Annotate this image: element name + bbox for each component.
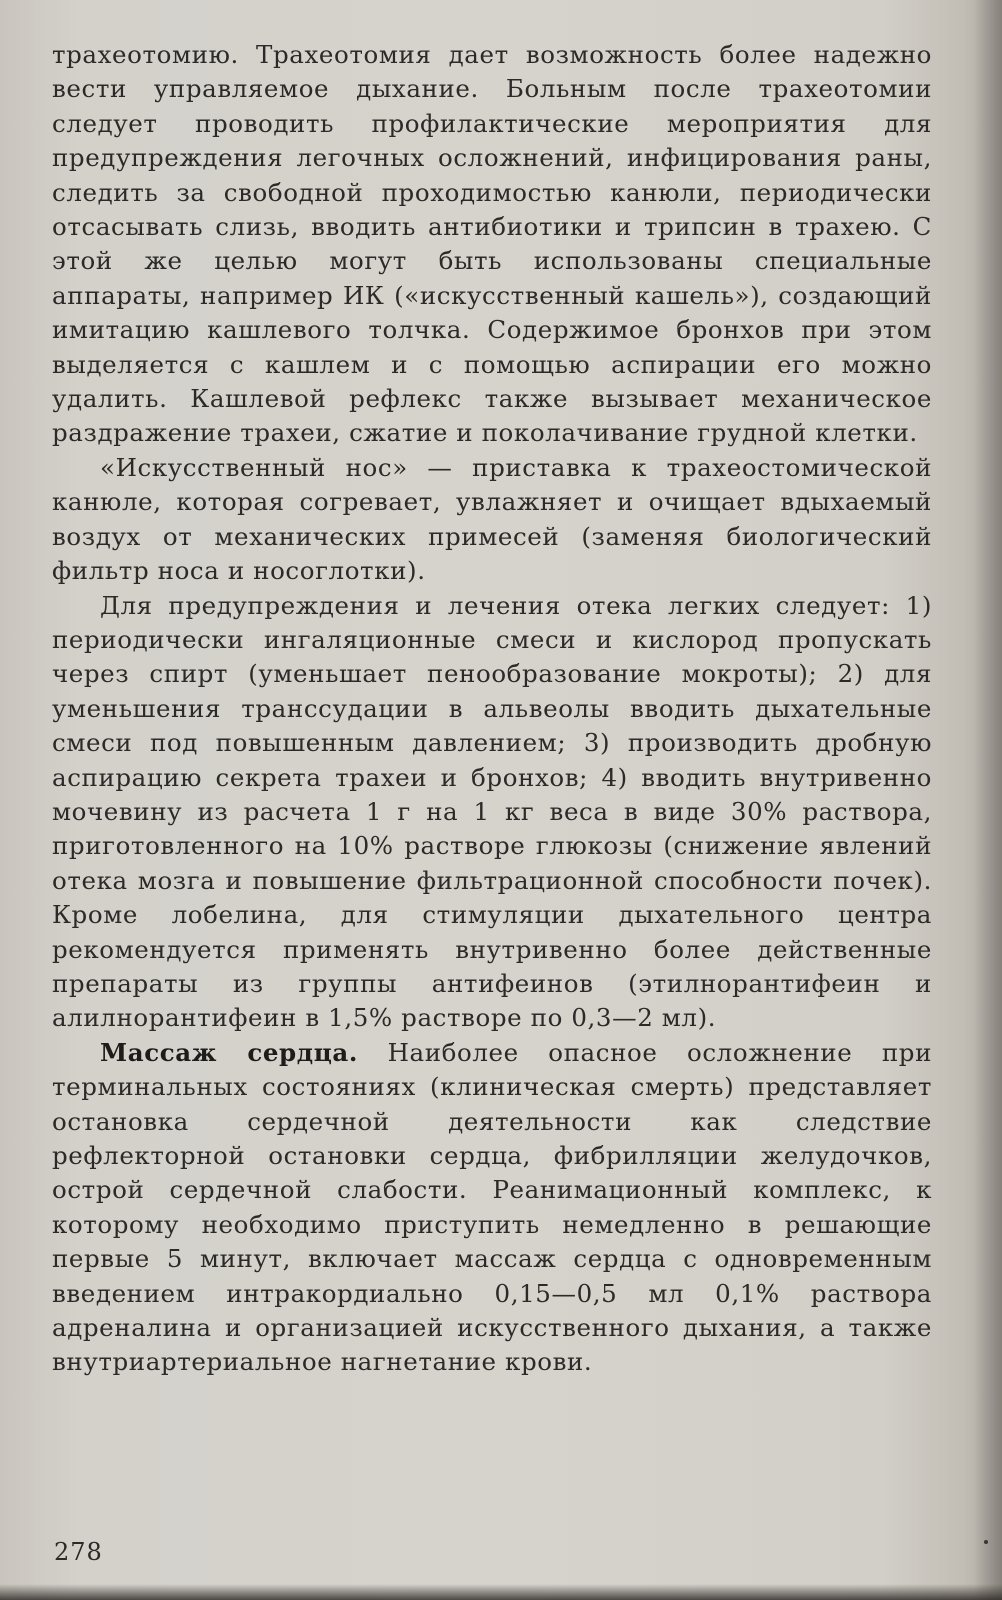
paragraph-tracheotomy <box>52 38 932 451</box>
paragraph-text: трахеотомию. Трахеотомия дает возможность более надежно вести управляемое дыхание. Больным после трахеотомии следует проводить профилактические мероприятия для предупреждения легочных осложнений, инфицирования раны, следить за свободной проходимостью канюли, периодически отсасывать слизь, вводить антибиотики и трипсин в трахею. С этой же целью могут быть использованы специальные аппараты, например ИК («искусственный кашель»), создающий имитацию кашлевого толчка. Содержимое бронхов при этом выделяется с кашлем и с помощью аспирации его можно удалить. Кашлевой рефлекс также вызывает механическое раздражение трахеи, сжатие и поколачивание грудной клетки. <box>52 40 932 448</box>
paragraph-text: Наиболее опасное осложнение при терминальных состояниях (клиническая смерть) представляет остановка сердечной деятельности как следствие рефлекторной остановки сердца, фибрилляции желудочков, острой сердечной слабости. Реанимационный комплекс, к которому необходимо приступить немедленно в решающие первые 5 минут, включает массаж сердца с одновременным введением интракордиально 0,15—0,5 мл 0,1% раствора адреналина и организацией искусственного дыхания, а также внутриартериальное нагнетание крови. <box>52 1037 933 1377</box>
page-body-text <box>52 38 932 1380</box>
paragraph-heart-massage <box>52 1036 932 1380</box>
paragraph-text: «Искусственный нос» — приставка к трахеостомической канюле, которая согревает, увлажняет и очищает вдыхаемый воздух от механических примесей (заменяя биологический фильтр носа и носоглотки). <box>52 452 932 586</box>
page-edge-shadow <box>974 0 1002 1600</box>
page-number: 278 <box>54 1538 103 1566</box>
paragraph-text: Для предупреждения и лечения отека легких следует: 1) периодически ингаляционные смеси и кислород пропускать через спирт (уменьшает пенообразование мокроты); 2) для уменьшения транссудации в альвеолы вводить дыхательные смеси под повышенным давлением; 3) производить дробную аспирацию секрета трахеи и бронхов; 4) вводить внутривенно мочевину из расчета 1 г на 1 кг веса в виде 30% раствора, приготовленного на 10% растворе глюкозы (снижение явлений отека мозга и повышение фильтрационной способности почек). Кроме лобелина, для стимуляции дыхательного центра рекомендуется применять внутривенно более действенные препараты из группы антифеинов (этилнорантифеин и алилнорантифеин в 1,5% растворе по 0,3—2 мл). <box>52 590 932 1033</box>
paper-speck <box>984 1540 988 1544</box>
paragraph-lung-edema <box>52 589 932 1036</box>
section-heading-heart-massage: Массаж сердца. <box>100 1037 359 1067</box>
page-bottom-shadow <box>0 1584 1002 1600</box>
paragraph-artificial-nose <box>52 451 932 589</box>
